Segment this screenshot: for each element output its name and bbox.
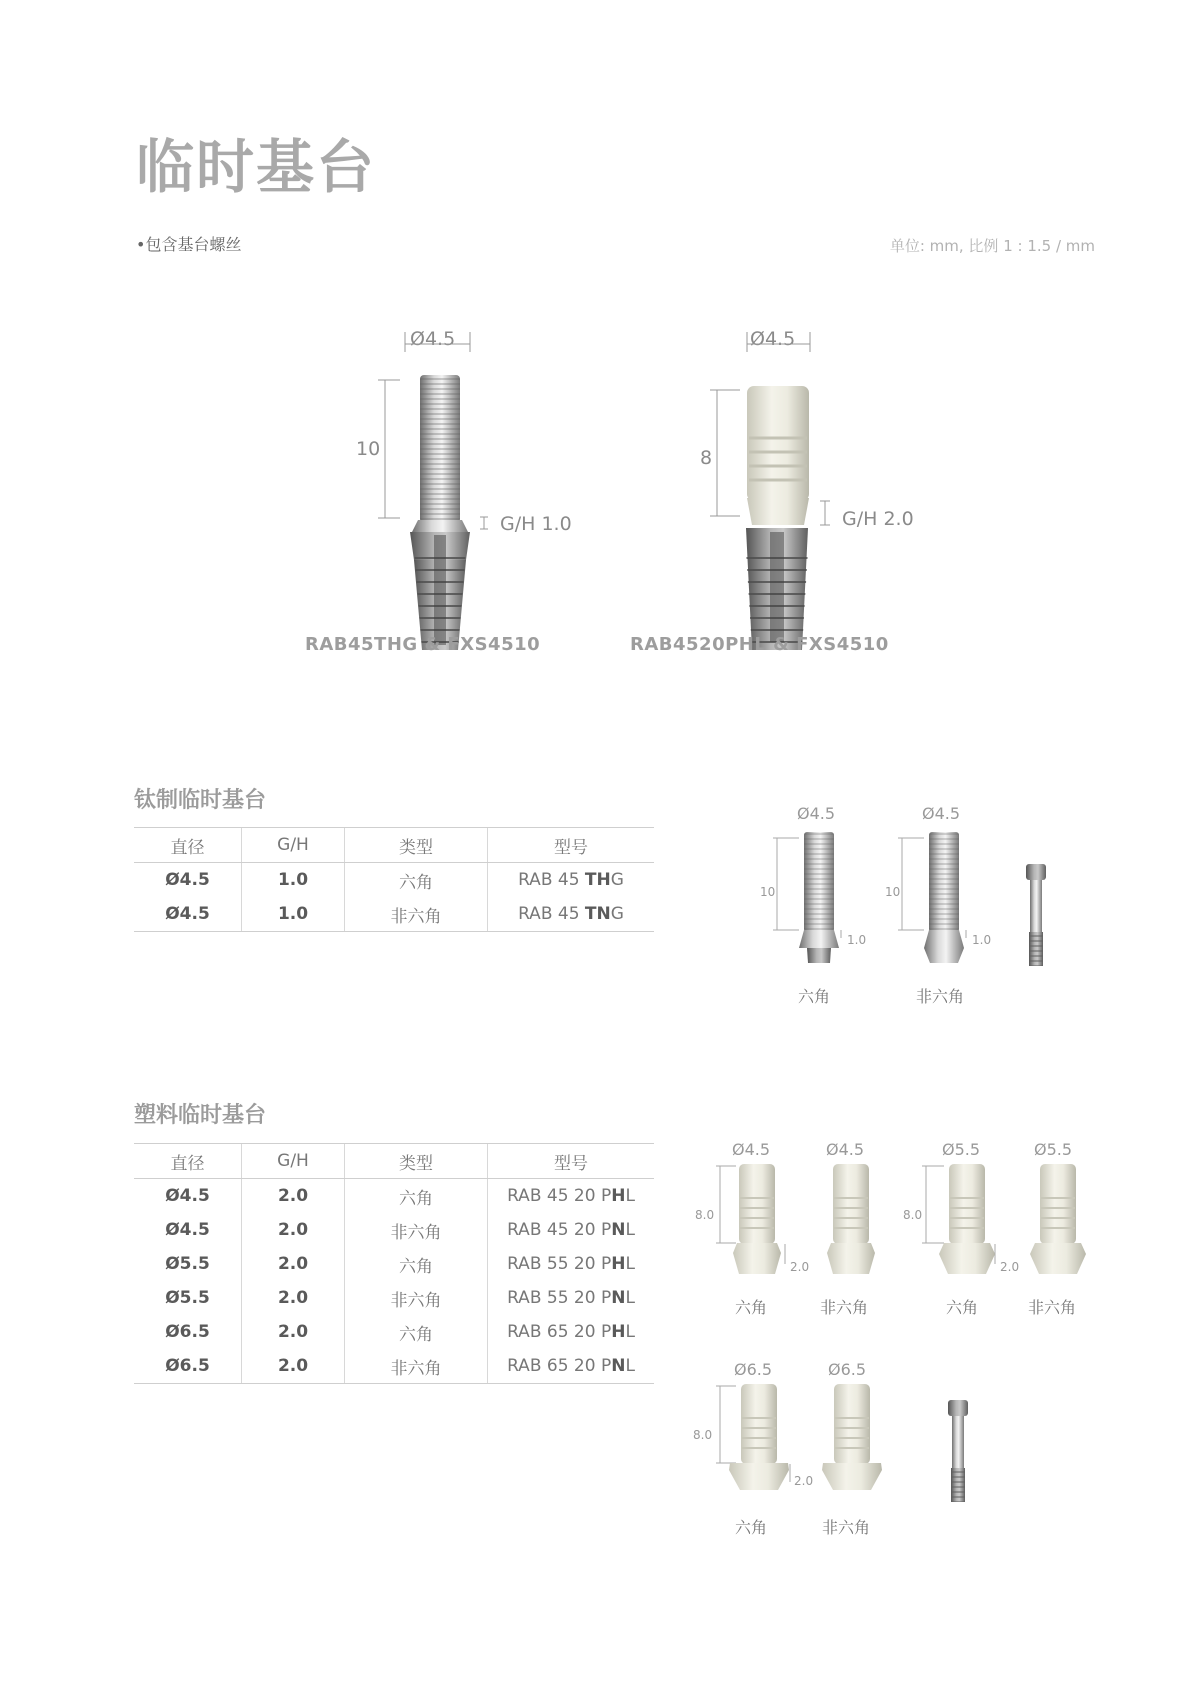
hero-diameter-label: Ø4.5 [410, 328, 456, 350]
figure-type-label: 六角 [798, 987, 831, 1006]
table-header-row [134, 828, 654, 863]
figure-gh-label: 1.0 [972, 933, 992, 947]
table-row [134, 1349, 654, 1384]
cell-model: RAB 45 20 PHL [488, 1179, 655, 1214]
hero-gh-label: G/H 2.0 [842, 508, 914, 530]
cell-type: 非六角 [345, 1213, 488, 1247]
cell-model: RAB 45 THG [488, 863, 655, 898]
table-row [134, 1281, 654, 1315]
cell-model: RAB 45 TNG [488, 897, 655, 932]
plastic-figure-65-nonhex [786, 1360, 896, 1540]
cell-model: RAB 55 20 PNL [488, 1281, 655, 1315]
cell-diameter: Ø5.5 [165, 1254, 210, 1274]
section-title-plastic: 塑料临时基台 [134, 1103, 267, 1128]
hero-height-label: 10 [356, 438, 381, 460]
hero-diameter-label: Ø4.5 [750, 328, 796, 350]
figure-gh-label: 2.0 [794, 1474, 814, 1488]
cell-gh: 2.0 [242, 1213, 345, 1247]
cell-model: RAB 65 20 PNL [488, 1349, 655, 1384]
titanium-figure-nonhex [880, 800, 1000, 1020]
unit-scale-label: 单位: mm, 比例 1 : 1.5 / mm [889, 237, 1095, 255]
figure-height-label: 8.0 [903, 1208, 923, 1222]
cell-model: RAB 45 20 PNL [488, 1213, 655, 1247]
figure-type-label: 非六角 [1028, 1298, 1077, 1317]
cell-gh: 2.0 [242, 1349, 345, 1384]
table-row [134, 1213, 654, 1247]
titanium-spec-table [134, 827, 654, 932]
figure-diameter-label: Ø4.5 [922, 804, 961, 823]
col-header-model: 型号 [488, 828, 655, 863]
figure-type-label: 六角 [735, 1298, 768, 1317]
figure-gh-label: 1.0 [847, 933, 867, 947]
section-title-titanium: 钛制临时基台 [134, 788, 267, 813]
cell-gh: 2.0 [242, 1315, 345, 1349]
cell-diameter: Ø4.5 [165, 870, 210, 890]
col-header-gh: G/H [242, 1144, 345, 1179]
table-row [134, 1315, 654, 1349]
figure-diameter-label: Ø4.5 [826, 1140, 865, 1159]
plastic-abutment-icon [786, 1140, 896, 1320]
hero-gh-label: G/H 1.0 [500, 513, 572, 535]
hero-height-label: 8 [700, 447, 713, 469]
plastic-abutment-icon [786, 1360, 896, 1540]
figure-diameter-label: Ø5.5 [1034, 1140, 1073, 1159]
plastic-figure-45-nonhex [786, 1140, 896, 1320]
figure-type-label: 六角 [946, 1298, 979, 1317]
hero-figure-plastic [630, 320, 930, 700]
hero-caption: RAB4520PHL & FXS4510 [630, 634, 889, 655]
table-row [134, 1179, 654, 1214]
cell-diameter: Ø6.5 [134, 1349, 242, 1384]
cell-type: 非六角 [345, 1281, 488, 1315]
col-header-diameter: 直径 [134, 828, 242, 863]
page-title: 临时基台 [136, 133, 377, 201]
figure-type-label: 六角 [735, 1518, 768, 1537]
plastic-abutment-icon [992, 1140, 1102, 1320]
col-header-type: 类型 [345, 1144, 488, 1179]
cell-diameter: Ø4.5 [134, 897, 242, 932]
cell-model: RAB 65 20 PHL [488, 1315, 655, 1349]
hero-figure-titanium [305, 320, 610, 700]
cell-gh: 2.0 [242, 1179, 345, 1214]
cell-diameter: Ø5.5 [165, 1288, 210, 1308]
table-row [134, 1247, 654, 1281]
figure-height-label: 10 [885, 885, 901, 899]
cell-type: 六角 [345, 863, 488, 898]
cell-gh: 2.0 [242, 1247, 345, 1281]
figure-diameter-label: Ø6.5 [828, 1360, 867, 1379]
cell-type: 六角 [345, 1247, 488, 1281]
plastic-spec-table [134, 1143, 654, 1384]
figure-gh-label: 2.0 [1000, 1260, 1020, 1274]
figure-diameter-label: Ø4.5 [732, 1140, 771, 1159]
figure-type-label: 非六角 [820, 1298, 869, 1317]
cell-type: 六角 [345, 1179, 488, 1214]
table-row [134, 863, 654, 898]
figure-diameter-label: Ø5.5 [942, 1140, 981, 1159]
figure-type-label: 非六角 [822, 1518, 871, 1537]
cell-gh: 1.0 [242, 863, 345, 898]
cell-gh: 2.0 [242, 1281, 345, 1315]
cell-diameter: Ø6.5 [165, 1322, 210, 1342]
table-header-row [134, 1144, 654, 1179]
cell-type: 非六角 [345, 1349, 488, 1384]
plastic-figure-55-nonhex [992, 1140, 1102, 1320]
abutment-screw-note: •包含基台螺丝 [136, 235, 242, 254]
figure-height-label: 8.0 [693, 1428, 713, 1442]
abutment-screw-icon [944, 1398, 974, 1508]
abutment-screw-icon [1022, 862, 1052, 972]
figure-diameter-label: Ø4.5 [797, 804, 836, 823]
cell-diameter: Ø4.5 [165, 1186, 210, 1206]
figure-type-label: 非六角 [916, 987, 965, 1006]
figure-diameter-label: Ø6.5 [734, 1360, 773, 1379]
cell-type: 非六角 [345, 897, 488, 932]
titanium-figure-hex [755, 800, 875, 1020]
figure-height-label: 8.0 [695, 1208, 715, 1222]
table-row [134, 897, 654, 932]
cell-type: 六角 [345, 1315, 488, 1349]
hero-caption: RAB45THG & FXS4510 [305, 634, 541, 655]
cell-model: RAB 55 20 PHL [488, 1247, 655, 1281]
cell-gh: 1.0 [242, 897, 345, 932]
cell-diameter: Ø4.5 [165, 1220, 210, 1240]
col-header-diameter: 直径 [134, 1144, 242, 1179]
col-header-gh: G/H [242, 828, 345, 863]
figure-height-label: 10 [760, 885, 776, 899]
figure-gh-label: 2.0 [790, 1260, 810, 1274]
col-header-type: 类型 [345, 828, 488, 863]
col-header-model: 型号 [488, 1144, 655, 1179]
